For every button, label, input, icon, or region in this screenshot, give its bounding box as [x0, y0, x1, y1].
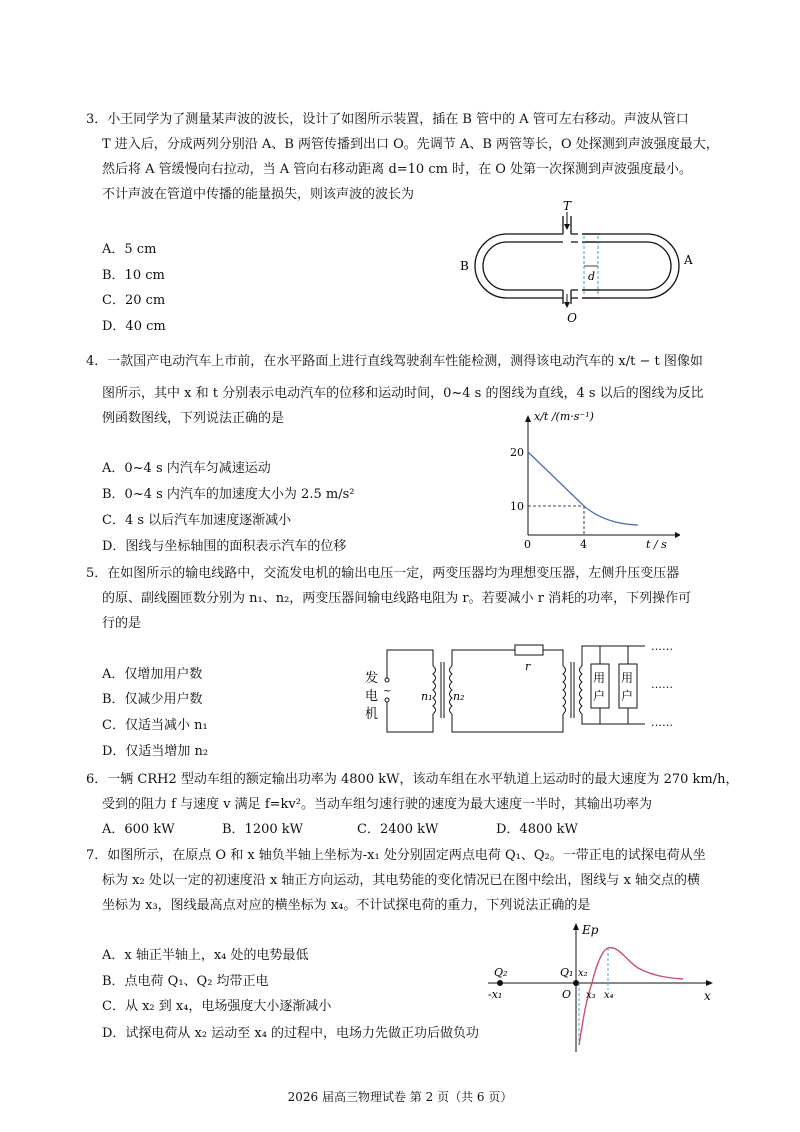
- label-B: B: [460, 259, 469, 273]
- q5-option-d[interactable]: D．仅适当增加 n₂: [102, 744, 209, 759]
- q6-option-a[interactable]: A．600 kW: [102, 822, 175, 837]
- q3-option-d[interactable]: D．40 cm: [102, 319, 166, 334]
- q7-option-c[interactable]: C．从 x₂ 到 x₄，电场强度大小逐渐减小: [102, 999, 332, 1014]
- q5-option-a[interactable]: A．仅增加用户数: [102, 667, 203, 682]
- q7-ep-graph: [478, 920, 718, 1055]
- q4-x4: 4: [580, 538, 587, 550]
- x-axis-label: x: [704, 989, 711, 1003]
- q5-line-1: 5．在如图所示的输电线路中，交流发电机的输出电压一定，两变压器均为理想变压器，左侧升压变压器: [86, 566, 680, 581]
- q3-option-b[interactable]: B．10 cm: [102, 268, 165, 283]
- q4-option-b[interactable]: B．0~4 s 内汽车的加速度大小为 2.5 m/s²: [102, 487, 355, 502]
- label-A: A: [684, 253, 693, 267]
- q5-circuit-figure: [355, 636, 695, 744]
- user-2-a: 用: [621, 671, 634, 685]
- r-label: r: [525, 660, 531, 673]
- q7-line-1: 7．如图所示，在原点 O 和 x 轴负半轴上坐标为-x₁ 处分别固定两点电荷 Q₁、Q₂。一带正电的试探电荷从坐: [86, 848, 706, 863]
- q4-ylabel: x/t /(m·s⁻¹): [534, 410, 594, 423]
- q7-option-b[interactable]: B．点电荷 Q₁、Q₂ 均带正电: [102, 974, 269, 989]
- q6-option-d[interactable]: D．4800 kW: [496, 822, 578, 837]
- gen-label-1: 发: [365, 671, 379, 686]
- neg-x1-label: -x₁: [488, 988, 503, 1001]
- q6-line-1: 6．一辆 CRH2 型动车组的额定输出功率为 4800 kW，该动车组在水平轨道上运动时的最大速度为 270 km/h，: [86, 772, 739, 787]
- q3-line-1: 3．小王同学为了测量某声波的波长，设计了如图所示装置，插在 B 管中的 A 管可左右移动。声波从管口: [86, 112, 689, 127]
- label-T: T: [562, 199, 572, 213]
- q6-option-b[interactable]: B．1200 kW: [222, 822, 304, 837]
- q7-option-a[interactable]: A．x 轴正半轴上，x₄ 处的电势最低: [102, 948, 309, 963]
- q4-line-2: 图所示，其中 x 和 t 分别表示电动汽车的位移和运动时间，0~4 s 的图线为直线，4 s 以后的图线为反比: [102, 386, 704, 401]
- q1-label: Q₁: [560, 966, 574, 979]
- q4-y10: 10: [510, 500, 524, 513]
- q4-line-1: 4．一款国产电动汽车上市前，在水平路面上进行直线驾驶刹车性能检测，测得该电动汽车的 x/t − t 图像如: [86, 354, 703, 369]
- n1-label: n₁: [421, 690, 433, 703]
- x3-label: x₃: [586, 990, 596, 1001]
- q5-line-2: 的原、副线圈匝数分别为 n₁、n₂，两变压器间输电线路电阻为 r。若要减小 r 消耗的功率，下列操作可: [102, 591, 692, 606]
- q7-line-2: 标为 x₂ 处以一定的初速度沿 x 轴正方向运动，其电势能的变化情况已在图中绘出，图线与 x 轴交点的横: [102, 873, 701, 888]
- page-footer: 2026 届高三物理试卷 第 2 页（共 6 页）: [287, 1090, 513, 1104]
- q4-option-c[interactable]: C．4 s 以后汽车加速度逐渐减小: [102, 513, 292, 528]
- q3-pipe-figure: [452, 198, 702, 323]
- q3-line-2: T 进入后，分成两列分别沿 A、B 两管传播到出口 O。先调节 A、B 两管等长，O 处探测到声波强度最大，: [102, 137, 719, 152]
- q5-option-b[interactable]: B．仅减少用户数: [102, 692, 203, 707]
- dots-bottom: ……: [651, 716, 673, 729]
- q4-option-d[interactable]: D．图线与坐标轴围的面积表示汽车的位移: [102, 539, 347, 554]
- q7-option-d[interactable]: D．试探电荷从 x₂ 运动至 x₄ 的过程中，电场力先做正功后做负功: [102, 1026, 480, 1041]
- origin-label: O: [562, 988, 572, 1001]
- q3-line-4: 不计声波在管道中传播的能量损失，则该声波的波长为: [102, 187, 415, 202]
- gen-label-2: 电: [365, 689, 379, 704]
- label-d: d: [588, 270, 596, 283]
- q4-x0: 0: [524, 538, 531, 550]
- q4-xt-graph: [500, 410, 680, 550]
- q3-option-c[interactable]: C．20 cm: [102, 293, 166, 308]
- q5-line-3: 行的是: [102, 616, 142, 631]
- q4-option-a[interactable]: A．0~4 s 内汽车匀减速运动: [102, 461, 271, 476]
- q6-option-c[interactable]: C．2400 kW: [357, 822, 439, 837]
- user-1-a: 用: [593, 671, 606, 685]
- dots-top: ……: [651, 640, 673, 653]
- q4-xlabel: t / s: [646, 538, 667, 550]
- ep-label: Ep: [582, 923, 599, 937]
- gen-label-3: 机: [365, 707, 379, 722]
- q6-line-2: 受到的阻力 f 与速度 v 满足 f=kv²。当动车组匀速行驶的速度为最大速度一半时，其输出功率为: [102, 797, 652, 812]
- x4-label: x₄: [604, 990, 614, 1001]
- q7-line-3: 坐标为 x₃，图线最高点对应的横坐标为 x₄。不计试探电荷的重力，下列说法正确的是: [102, 898, 591, 913]
- n2-label: n₂: [453, 690, 465, 703]
- q3-option-a[interactable]: A．5 cm: [102, 242, 157, 257]
- x2-label: x₂: [578, 968, 588, 979]
- q5-option-c[interactable]: C．仅适当减小 n₁: [102, 718, 208, 733]
- q3-line-3: 然后将 A 管缓慢向右拉动，当 A 管向右移动距离 d=10 cm 时，在 O 处第一次探测到声波强度最小。: [102, 162, 692, 177]
- q4-line-3: 例函数图线，下列说法正确的是: [102, 411, 285, 426]
- dots-mid: ……: [651, 678, 673, 691]
- q2-label: Q₂: [494, 966, 508, 979]
- q4-y20: 20: [510, 446, 524, 459]
- user-1-b: 户: [593, 689, 606, 703]
- user-2-b: 户: [621, 689, 634, 703]
- label-O: O: [567, 311, 577, 323]
- svg-text:~: ~: [383, 686, 392, 697]
